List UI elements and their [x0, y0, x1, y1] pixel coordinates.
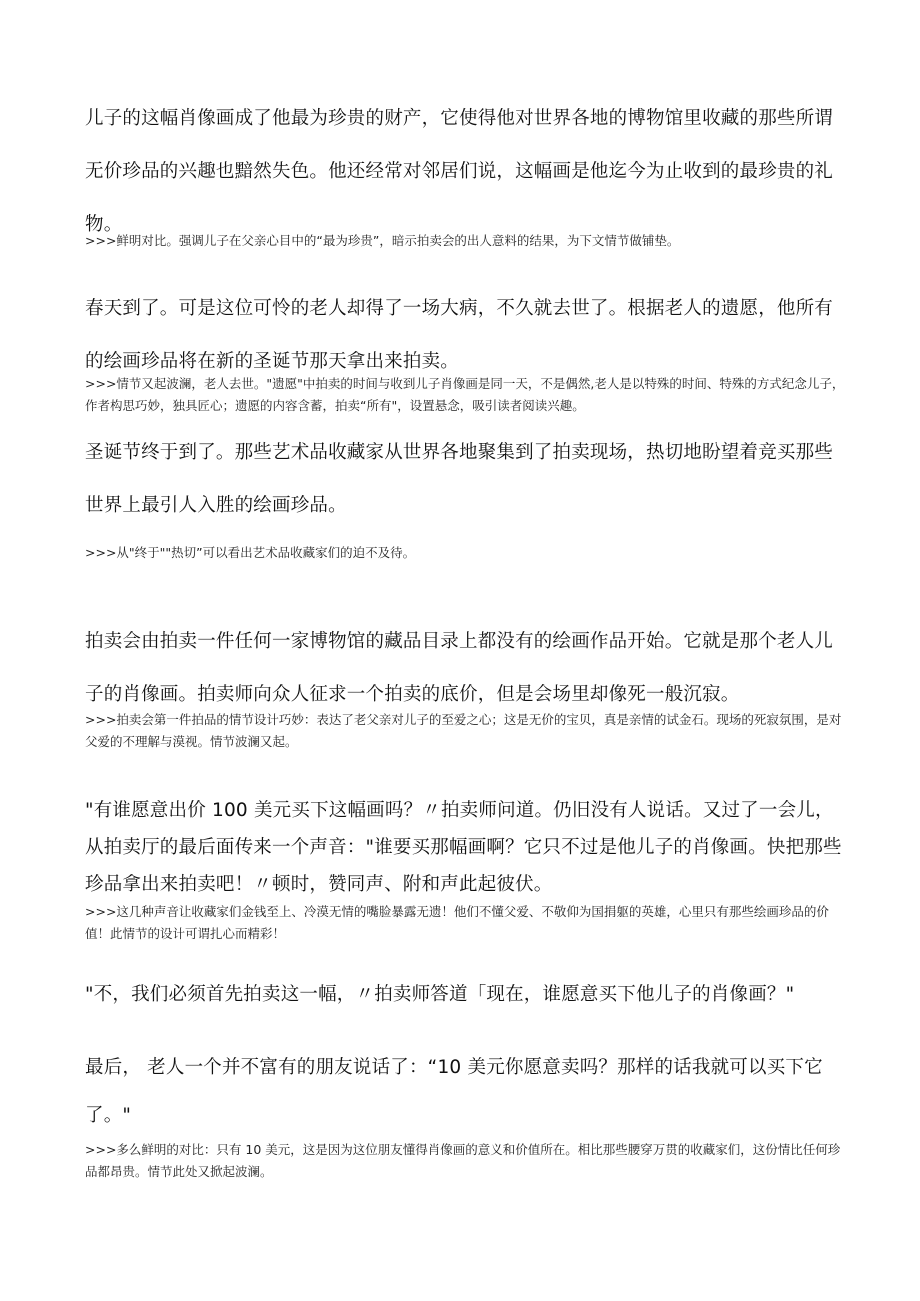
- annotation-first-lot: >>>拍卖会第一件拍品的情节设计巧妙：表达了老父亲对儿子的至爱之心；这是无价的宝贝，真是亲情的试金石。现场的死寂氛围，是对父爱的不理解与漠视。情节波澜又起。: [85, 712, 842, 749]
- paragraph-auctioneer-insists: "不，我们必须首先拍卖这一幅，〃拍卖师答道「现在，谁愿意买下他儿子的肖像画？": [85, 984, 795, 1005]
- annotation-eagerness: >>>从"终于""热切”可以看出艺术品收藏家们的迫不及待。: [85, 545, 416, 560]
- paragraph-auctioneer-question: "有谁愿意出价 100 美元买下这幅画吗？〃拍卖师问道。仍旧没有人说话。又过了一会儿，从拍卖厅的最后面传来一个声音："谁要买那幅画啊？它只不过是他儿子的肖像画。快把那些珍品拿出来拍卖吧！〃顿时，赞同声、附和声此起彼伏。: [85, 800, 842, 895]
- annotation-friend-contrast: >>>多么鲜明的对比：只有 10 美元，这是因为这位朋友懂得肖像画的意义和价值所在。相比那些腰穿万贯的收藏家们，这份情比任何珍品都昂贵。情节此处又掀起波澜。: [85, 1142, 841, 1179]
- paragraph-old-man-death: 春天到了。可是这位可怜的老人却得了一场大病，不久就去世了。根据老人的遗愿，他所有的绘画珍品将在新的圣诞节那天拿出来拍卖。: [85, 298, 834, 372]
- annotation-will: >>>情节又起波澜，老人去世。"遗愿"中拍卖的时间与收到儿子肖像画是同一天，不是偶然,老人是以特殊的时间、特殊的方式纪念儿子，作者构思巧妙，独具匠心；遗愿的内容含蓄，拍卖“所有"，设置悬念，吸引读者阅读兴趣。: [85, 376, 845, 413]
- annotation-collectors: >>>这几种声音让收藏家们金钱至上、冷漠无情的嘴脸暴露无遗！他们不懂父爱、不敬仰为国捐躯的英雄，心里只有那些绘画珍品的价值！此情节的设计可谓扎心而精彩！: [85, 904, 829, 941]
- paragraph-portrait-treasure: 儿子的这幅肖像画成了他最为珍贵的财产，它使得他对世界各地的博物馆里收藏的那些所谓无价珍品的兴趣也黯然失色。他还经常对邻居们说，这幅画是他迄今为止收到的最珍贵的礼物。: [85, 108, 834, 235]
- paragraph-first-lot: 拍卖会由拍卖一件任何一家博物馆的藏品目录上都没有的绘画作品开始。它就是那个老人儿子的肖像画。拍卖师向众人征求一个拍卖的底价，但是会场里却像死一般沉寂。: [85, 631, 834, 705]
- paragraph-friend-offer: 最后， 老人一个并不富有的朋友说话了：“10 美元你愿意卖吗？那样的话我就可以买下它了。": [85, 1057, 823, 1126]
- annotation-contrast: >>>鲜明对比。强调儿子在父亲心目中的“最为珍贵”，暗示拍卖会的出人意料的结果，为下文情节做铺垫。: [85, 233, 680, 248]
- paragraph-christmas-auction: 圣诞节终于到了。那些艺术品收藏家从世界各地聚集到了拍卖现场，热切地盼望着竞买那些世界上最引人入胜的绘画珍品。: [85, 442, 834, 516]
